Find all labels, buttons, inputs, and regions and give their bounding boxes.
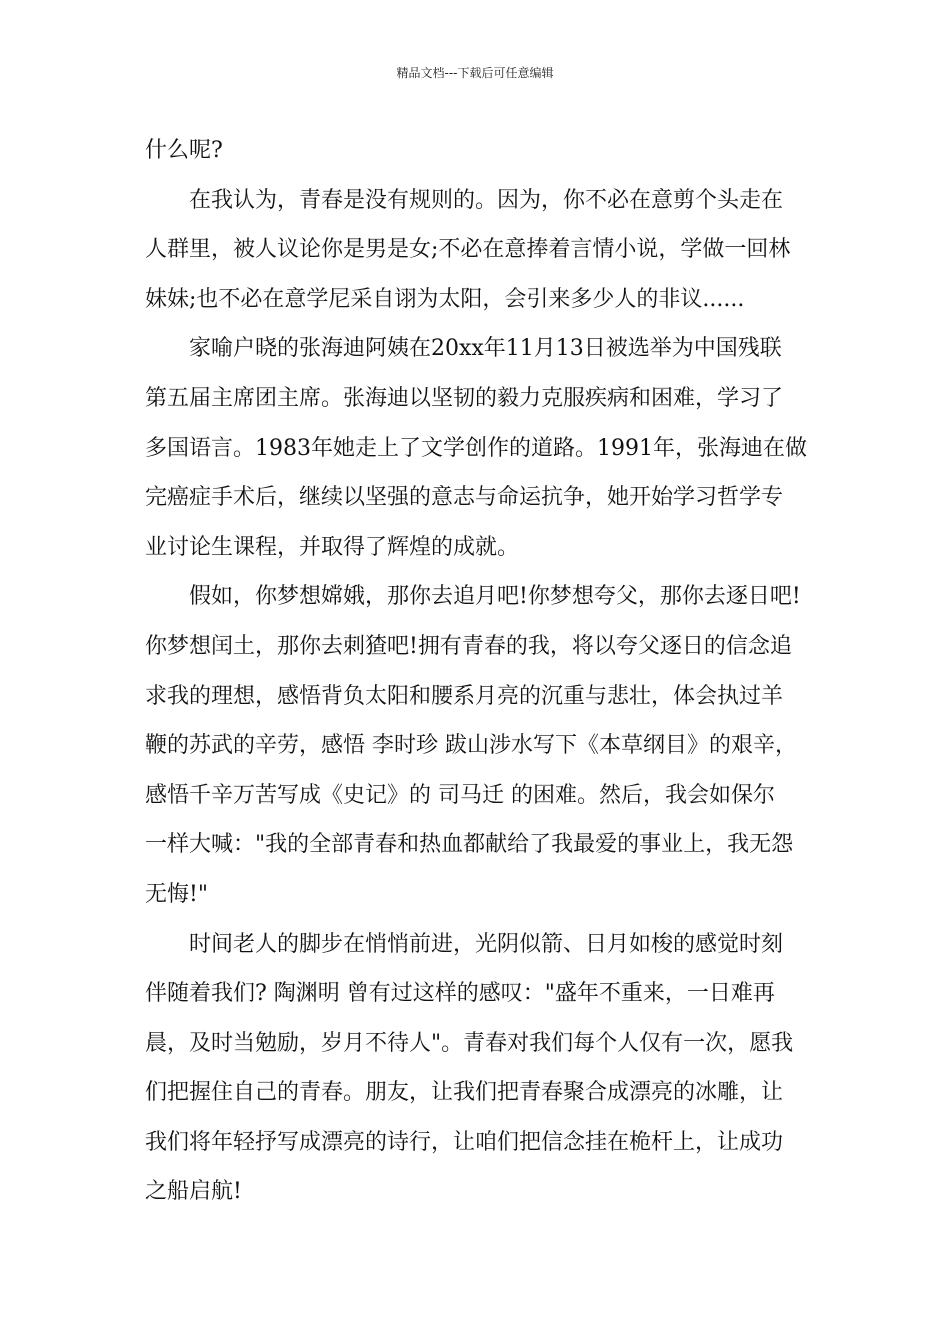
page-header: 精品文档---下载后可任意编辑 — [396, 66, 554, 80]
text-line: 人群里，被人议论你是男是女;不必在意捧着言情小说，学做一回林 — [145, 237, 791, 263]
text-line: 业讨论生课程，并取得了辉煌的成就。 — [145, 534, 520, 560]
text-line: 之船启航! — [145, 1179, 242, 1205]
text-line: 完癌症手术后，继续以坚强的意志与命运抗争，她开始学习哲学专 — [145, 485, 784, 511]
text-line: 伴随着我们? 陶渊明 曾有过这样的感叹："盛年不重来，一日难再 — [145, 981, 775, 1007]
text-line: 你梦想闰土，那你去刺猹吧!拥有青春的我，将以夸父逐日的信念追 — [145, 633, 792, 659]
text-line: 时间老人的脚步在悄悄前进，光阴似箭、日月如梭的感觉时刻 — [189, 931, 784, 957]
text-line: 我们将年轻抒写成漂亮的诗行，让咱们把信念挂在桅杆上，让成功 — [145, 1129, 784, 1155]
text-line: 家喻户晓的张海迪阿姨在20xx年11月13日被选举为中国残联 — [189, 336, 782, 362]
text-line: 假如，你梦想嫦娥，那你去追月吧!你梦想夸父，那你去逐日吧! — [189, 584, 801, 610]
text-line: 妹妹;也不必在意学尼采自诩为太阳，会引来多少人的非议...... — [145, 286, 745, 312]
text-line: 无悔!" — [145, 881, 208, 907]
text-line: 一样大喊："我的全部青春和热血都献给了我最爱的事业上，我无怨 — [145, 832, 794, 858]
text-line: 鞭的苏武的辛劳，感悟 李时珍 跋山涉水写下《本草纲目》的艰辛， — [145, 733, 797, 759]
text-line: 在我认为，青春是没有规则的。因为，你不必在意剪个头走在 — [189, 187, 784, 213]
text-line: 求我的理想，感悟背负太阳和腰系月亮的沉重与悲壮，体会执过羊 — [145, 683, 784, 709]
text-line: 们把握住自己的青春。朋友，让我们把青春聚合成漂亮的冰雕，让 — [145, 1080, 784, 1106]
text-line: 第五届主席团主席。张海迪以坚韧的毅力克服疾病和困难，学习了 — [145, 385, 784, 411]
text-line: 多国语言。1983年她走上了文学创作的道路。1991年，张海迪在做 — [145, 435, 807, 461]
text-line: 什么呢? — [145, 138, 223, 163]
text-line: 感悟千辛万苦写成《史记》的 司马迁 的困难。然后，我会如保尔 — [145, 782, 775, 808]
document-body — [145, 126, 810, 1217]
text-line: 晨，及时当勉励，岁月不待人"。青春对我们每个人仅有一次，愿我 — [145, 1030, 794, 1056]
